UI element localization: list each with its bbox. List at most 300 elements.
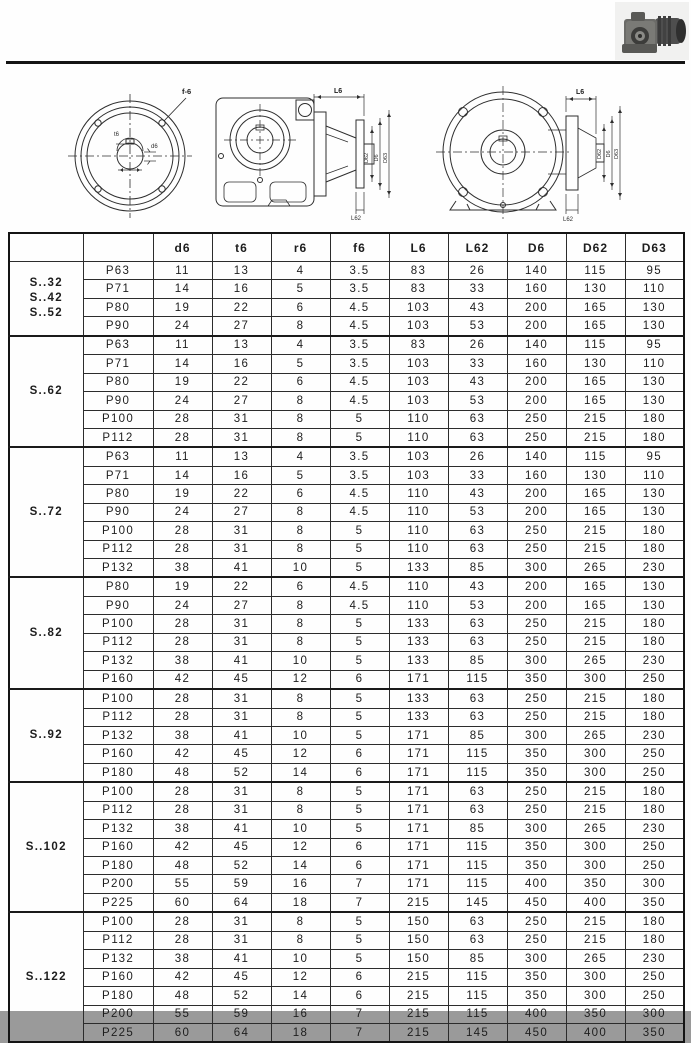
value-cell-d6: 14 [153, 280, 212, 298]
value-cell-D62: 350 [566, 1005, 625, 1023]
value-cell-D62: 115 [566, 262, 625, 280]
value-cell-D62: 115 [566, 336, 625, 355]
value-cell-D6: 200 [507, 503, 566, 521]
value-cell-f6: 4.5 [330, 298, 389, 316]
motor-type-cell: P63 [83, 262, 153, 280]
value-cell-D6: 200 [507, 373, 566, 391]
value-cell-r6: 12 [271, 745, 330, 763]
motor-type-cell: P112 [83, 428, 153, 447]
value-cell-D62: 300 [566, 987, 625, 1005]
value-cell-D62: 165 [566, 392, 625, 410]
dim-label-L6-front: L6 [576, 89, 585, 96]
value-cell-D62: 215 [566, 522, 625, 540]
value-cell-r6: 8 [271, 633, 330, 651]
motor-type-cell: P112 [83, 801, 153, 819]
value-cell-f6: 3.5 [330, 355, 389, 373]
value-cell-L6: 103 [389, 298, 448, 316]
value-cell-L62: 145 [448, 1023, 507, 1042]
value-cell-D62: 300 [566, 745, 625, 763]
value-cell-L6: 110 [389, 485, 448, 503]
motor-type-cell: P132 [83, 559, 153, 578]
value-cell-t6: 22 [212, 373, 271, 391]
value-cell-D63: 130 [625, 503, 684, 521]
table-row [9, 857, 684, 875]
value-cell-t6: 27 [212, 317, 271, 336]
value-cell-d6: 28 [153, 801, 212, 819]
value-cell-D6: 450 [507, 893, 566, 912]
value-cell-L6: 133 [389, 559, 448, 578]
value-cell-L6: 83 [389, 336, 448, 355]
value-cell-D6: 300 [507, 950, 566, 968]
value-cell-t6: 41 [212, 950, 271, 968]
table-row [9, 317, 684, 336]
value-cell-L62: 53 [448, 392, 507, 410]
value-cell-L6: 83 [389, 280, 448, 298]
value-cell-L6: 215 [389, 968, 448, 986]
value-cell-L6: 215 [389, 893, 448, 912]
value-cell-r6: 5 [271, 466, 330, 484]
value-cell-D62: 165 [566, 503, 625, 521]
value-cell-D63: 180 [625, 782, 684, 801]
value-cell-t6: 16 [212, 355, 271, 373]
value-cell-D63: 180 [625, 689, 684, 708]
value-cell-L62: 85 [448, 652, 507, 670]
value-cell-D63: 180 [625, 912, 684, 931]
value-cell-r6: 10 [271, 559, 330, 578]
value-cell-t6: 31 [212, 615, 271, 633]
value-cell-r6: 8 [271, 596, 330, 614]
value-cell-r6: 14 [271, 763, 330, 782]
value-cell-t6: 31 [212, 801, 271, 819]
value-cell-D63: 250 [625, 745, 684, 763]
value-cell-L62: 63 [448, 615, 507, 633]
header-row [9, 233, 684, 262]
value-cell-L62: 63 [448, 522, 507, 540]
column-header-f6: f6 [330, 233, 389, 262]
value-cell-L62: 115 [448, 968, 507, 986]
value-cell-d6: 28 [153, 540, 212, 558]
value-cell-L6: 171 [389, 801, 448, 819]
value-cell-L6: 150 [389, 950, 448, 968]
table-row [9, 1005, 684, 1023]
value-cell-D62: 350 [566, 875, 625, 893]
value-cell-L6: 171 [389, 838, 448, 856]
motor-type-cell: P160 [83, 745, 153, 763]
value-cell-L6: 110 [389, 503, 448, 521]
column-header-L62: L62 [448, 233, 507, 262]
table-row [9, 726, 684, 744]
value-cell-t6: 31 [212, 931, 271, 949]
table-row [9, 392, 684, 410]
value-cell-L62: 26 [448, 336, 507, 355]
value-cell-L62: 115 [448, 857, 507, 875]
table-row [9, 355, 684, 373]
motor-type-cell: P200 [83, 1005, 153, 1023]
motor-type-cell: P90 [83, 503, 153, 521]
value-cell-D62: 215 [566, 912, 625, 931]
value-cell-t6: 45 [212, 838, 271, 856]
value-cell-r6: 12 [271, 838, 330, 856]
table-row [9, 262, 684, 280]
value-cell-D6: 250 [507, 931, 566, 949]
value-cell-L62: 63 [448, 931, 507, 949]
value-cell-r6: 5 [271, 280, 330, 298]
value-cell-L62: 115 [448, 1005, 507, 1023]
value-cell-L62: 63 [448, 912, 507, 931]
value-cell-d6: 38 [153, 559, 212, 578]
value-cell-D62: 215 [566, 615, 625, 633]
table-row [9, 689, 684, 708]
value-cell-L62: 26 [448, 262, 507, 280]
value-cell-t6: 31 [212, 428, 271, 447]
value-cell-D6: 350 [507, 987, 566, 1005]
table-row [9, 428, 684, 447]
value-cell-r6: 10 [271, 820, 330, 838]
dim-label-t6: t6 [114, 132, 120, 138]
value-cell-L62: 43 [448, 298, 507, 316]
value-cell-f6: 5 [330, 410, 389, 428]
table-row [9, 410, 684, 428]
value-cell-r6: 12 [271, 670, 330, 689]
value-cell-D62: 215 [566, 708, 625, 726]
value-cell-t6: 59 [212, 875, 271, 893]
value-cell-t6: 64 [212, 1023, 271, 1042]
value-cell-D6: 250 [507, 615, 566, 633]
value-cell-D62: 165 [566, 596, 625, 614]
table-row [9, 447, 684, 466]
motor-type-cell: P180 [83, 857, 153, 875]
value-cell-L62: 115 [448, 670, 507, 689]
value-cell-D63: 110 [625, 466, 684, 484]
value-cell-D6: 200 [507, 317, 566, 336]
value-cell-D63: 250 [625, 838, 684, 856]
value-cell-D63: 300 [625, 875, 684, 893]
value-cell-f6: 4.5 [330, 373, 389, 391]
value-cell-D62: 215 [566, 931, 625, 949]
value-cell-L6: 171 [389, 763, 448, 782]
value-cell-d6: 24 [153, 503, 212, 521]
value-cell-L6: 215 [389, 1005, 448, 1023]
value-cell-D62: 165 [566, 577, 625, 596]
value-cell-D62: 215 [566, 633, 625, 651]
motor-type-cell: P132 [83, 950, 153, 968]
table-row [9, 893, 684, 912]
dim-label-D6-front: D6 [606, 150, 612, 158]
flange-callout-label: f-6 [182, 87, 192, 96]
value-cell-d6: 28 [153, 912, 212, 931]
value-cell-D6: 250 [507, 708, 566, 726]
value-cell-D6: 200 [507, 485, 566, 503]
value-cell-D62: 265 [566, 559, 625, 578]
motor-type-cell: P63 [83, 336, 153, 355]
value-cell-D63: 180 [625, 410, 684, 428]
dim-label-D62-front: D62 [597, 148, 603, 160]
value-cell-D6: 300 [507, 652, 566, 670]
value-cell-d6: 11 [153, 336, 212, 355]
value-cell-d6: 28 [153, 931, 212, 949]
group-label-cell [9, 689, 83, 782]
table-row [9, 522, 684, 540]
value-cell-d6: 38 [153, 950, 212, 968]
value-cell-L62: 63 [448, 708, 507, 726]
value-cell-r6: 4 [271, 447, 330, 466]
value-cell-d6: 48 [153, 857, 212, 875]
table-row [9, 968, 684, 986]
table-row [9, 763, 684, 782]
value-cell-r6: 8 [271, 801, 330, 819]
value-cell-D62: 215 [566, 540, 625, 558]
value-cell-r6: 14 [271, 857, 330, 875]
value-cell-D63: 250 [625, 987, 684, 1005]
table-row [9, 931, 684, 949]
motor-type-cell: P180 [83, 987, 153, 1005]
value-cell-f6: 5 [330, 950, 389, 968]
motor-type-cell: P112 [83, 540, 153, 558]
value-cell-f6: 5 [330, 912, 389, 931]
table-row [9, 1023, 684, 1042]
value-cell-L6: 110 [389, 577, 448, 596]
motor-type-cell: P180 [83, 763, 153, 782]
motor-type-cell: P80 [83, 373, 153, 391]
value-cell-f6: 3.5 [330, 280, 389, 298]
table-row [9, 950, 684, 968]
value-cell-t6: 64 [212, 893, 271, 912]
motor-type-cell: P100 [83, 782, 153, 801]
value-cell-d6: 24 [153, 317, 212, 336]
value-cell-t6: 31 [212, 633, 271, 651]
value-cell-t6: 52 [212, 763, 271, 782]
value-cell-D62: 265 [566, 726, 625, 744]
value-cell-D62: 215 [566, 689, 625, 708]
value-cell-t6: 45 [212, 745, 271, 763]
value-cell-r6: 6 [271, 577, 330, 596]
value-cell-D63: 180 [625, 801, 684, 819]
motor-type-cell: P100 [83, 912, 153, 931]
value-cell-f6: 4.5 [330, 317, 389, 336]
value-cell-D63: 130 [625, 298, 684, 316]
value-cell-d6: 55 [153, 1005, 212, 1023]
value-cell-t6: 16 [212, 280, 271, 298]
group-label-line: S..32 [29, 276, 63, 289]
value-cell-f6: 5 [330, 633, 389, 651]
value-cell-D63: 180 [625, 522, 684, 540]
value-cell-L6: 83 [389, 262, 448, 280]
table-row [9, 485, 684, 503]
column-header-D63: D63 [625, 233, 684, 262]
table-row [9, 987, 684, 1005]
value-cell-D6: 160 [507, 466, 566, 484]
table-row [9, 540, 684, 558]
value-cell-L62: 63 [448, 410, 507, 428]
value-cell-f6: 4.5 [330, 392, 389, 410]
drawing-side-view [208, 82, 403, 222]
value-cell-D63: 230 [625, 726, 684, 744]
value-cell-f6: 7 [330, 1023, 389, 1042]
table-row [9, 745, 684, 763]
group-label-line: S..62 [29, 385, 63, 398]
value-cell-t6: 27 [212, 596, 271, 614]
value-cell-D63: 130 [625, 317, 684, 336]
value-cell-L62: 63 [448, 782, 507, 801]
value-cell-f6: 3.5 [330, 466, 389, 484]
value-cell-L6: 110 [389, 596, 448, 614]
value-cell-D63: 180 [625, 708, 684, 726]
dim-label-L62: L62 [351, 216, 362, 222]
value-cell-r6: 5 [271, 355, 330, 373]
value-cell-d6: 24 [153, 392, 212, 410]
value-cell-f6: 7 [330, 875, 389, 893]
table-row [9, 782, 684, 801]
value-cell-t6: 41 [212, 820, 271, 838]
value-cell-D62: 300 [566, 670, 625, 689]
value-cell-L62: 33 [448, 466, 507, 484]
value-cell-D62: 165 [566, 485, 625, 503]
value-cell-D6: 400 [507, 1005, 566, 1023]
value-cell-L6: 103 [389, 466, 448, 484]
value-cell-D63: 250 [625, 857, 684, 875]
value-cell-L62: 33 [448, 280, 507, 298]
dim-label-D63-front: D63 [614, 148, 620, 160]
motor-type-cell: P71 [83, 355, 153, 373]
value-cell-D62: 400 [566, 893, 625, 912]
table-row [9, 633, 684, 651]
value-cell-r6: 8 [271, 931, 330, 949]
table-row [9, 820, 684, 838]
value-cell-D6: 400 [507, 875, 566, 893]
value-cell-r6: 8 [271, 317, 330, 336]
motor-type-cell: P80 [83, 298, 153, 316]
group-label-line: S..102 [25, 840, 67, 853]
value-cell-t6: 45 [212, 670, 271, 689]
value-cell-f6: 6 [330, 857, 389, 875]
value-cell-r6: 12 [271, 968, 330, 986]
value-cell-D63: 350 [625, 893, 684, 912]
value-cell-t6: 41 [212, 559, 271, 578]
value-cell-r6: 18 [271, 1023, 330, 1042]
value-cell-r6: 8 [271, 912, 330, 931]
drawings-row [0, 82, 691, 222]
value-cell-d6: 42 [153, 670, 212, 689]
value-cell-D6: 250 [507, 633, 566, 651]
value-cell-L62: 53 [448, 596, 507, 614]
value-cell-L6: 150 [389, 912, 448, 931]
value-cell-r6: 6 [271, 485, 330, 503]
value-cell-D6: 160 [507, 280, 566, 298]
value-cell-L6: 171 [389, 875, 448, 893]
value-cell-t6: 22 [212, 298, 271, 316]
group-label-cell [9, 782, 83, 912]
group-label-line: S..122 [25, 970, 67, 983]
value-cell-f6: 4.5 [330, 503, 389, 521]
value-cell-L6: 171 [389, 857, 448, 875]
value-cell-t6: 31 [212, 689, 271, 708]
motor-type-cell: P225 [83, 893, 153, 912]
dim-label-L62-front: L62 [563, 217, 574, 223]
value-cell-D63: 230 [625, 950, 684, 968]
dimension-table [8, 232, 685, 1043]
value-cell-t6: 31 [212, 708, 271, 726]
value-cell-D6: 140 [507, 447, 566, 466]
value-cell-L62: 115 [448, 875, 507, 893]
value-cell-D63: 130 [625, 485, 684, 503]
value-cell-L62: 26 [448, 447, 507, 466]
value-cell-D62: 300 [566, 968, 625, 986]
motor-type-cell: P100 [83, 615, 153, 633]
value-cell-D6: 250 [507, 522, 566, 540]
value-cell-L62: 63 [448, 689, 507, 708]
value-cell-t6: 45 [212, 968, 271, 986]
group-label-cell [9, 447, 83, 577]
value-cell-D63: 300 [625, 1005, 684, 1023]
value-cell-d6: 28 [153, 615, 212, 633]
value-cell-f6: 6 [330, 838, 389, 856]
value-cell-L6: 110 [389, 410, 448, 428]
value-cell-L62: 115 [448, 745, 507, 763]
value-cell-r6: 8 [271, 410, 330, 428]
value-cell-d6: 28 [153, 708, 212, 726]
value-cell-f6: 5 [330, 428, 389, 447]
motor-type-cell: P132 [83, 652, 153, 670]
value-cell-t6: 52 [212, 857, 271, 875]
table-row [9, 466, 684, 484]
motor-type-cell: P112 [83, 931, 153, 949]
value-cell-D63: 230 [625, 652, 684, 670]
column-header-D62: D62 [566, 233, 625, 262]
value-cell-L62: 115 [448, 763, 507, 782]
value-cell-D62: 165 [566, 317, 625, 336]
value-cell-r6: 8 [271, 522, 330, 540]
value-cell-D62: 300 [566, 763, 625, 782]
value-cell-d6: 55 [153, 875, 212, 893]
value-cell-D6: 350 [507, 763, 566, 782]
value-cell-L6: 171 [389, 726, 448, 744]
value-cell-D6: 200 [507, 392, 566, 410]
value-cell-D62: 215 [566, 410, 625, 428]
motor-type-cell: P160 [83, 838, 153, 856]
value-cell-d6: 48 [153, 763, 212, 782]
value-cell-f6: 5 [330, 652, 389, 670]
value-cell-r6: 10 [271, 950, 330, 968]
table-row [9, 559, 684, 578]
motor-type-cell: P71 [83, 280, 153, 298]
value-cell-L6: 150 [389, 931, 448, 949]
value-cell-r6: 10 [271, 652, 330, 670]
value-cell-D62: 300 [566, 857, 625, 875]
value-cell-D63: 180 [625, 428, 684, 447]
drawing-flange-front [58, 82, 206, 222]
value-cell-d6: 28 [153, 410, 212, 428]
value-cell-D6: 200 [507, 577, 566, 596]
value-cell-r6: 8 [271, 782, 330, 801]
group-label-cell [9, 912, 83, 1042]
value-cell-L6: 110 [389, 428, 448, 447]
value-cell-r6: 18 [271, 893, 330, 912]
motor-type-cell: P90 [83, 392, 153, 410]
value-cell-d6: 24 [153, 596, 212, 614]
value-cell-L62: 85 [448, 820, 507, 838]
value-cell-f6: 4.5 [330, 577, 389, 596]
motor-type-cell: P132 [83, 820, 153, 838]
table-row [9, 708, 684, 726]
column-header-d6: d6 [153, 233, 212, 262]
table-row [9, 875, 684, 893]
value-cell-D62: 265 [566, 652, 625, 670]
value-cell-f6: 5 [330, 726, 389, 744]
value-cell-D62: 300 [566, 838, 625, 856]
value-cell-t6: 27 [212, 392, 271, 410]
value-cell-r6: 14 [271, 987, 330, 1005]
value-cell-D63: 180 [625, 633, 684, 651]
